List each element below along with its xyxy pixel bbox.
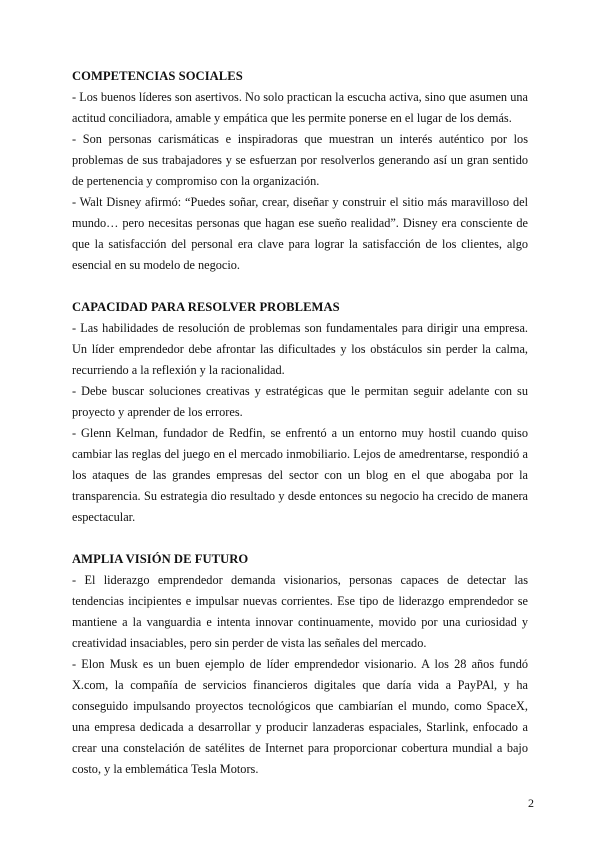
section-heading: AMPLIA VISIÓN DE FUTURO: [72, 552, 249, 566]
paragraph: - Glenn Kelman, fundador de Redfin, se enfrentó a un entorno muy hostil cuando quiso cambiar las reglas del juego en el mercado inmobiliario. Lejos de amedrentarse, respondió a los ataques de las grandes empresas del sector con un blog en el que abogaba por la transparencia. Su estrategia dio resultado y desde entonces su negocio ha crecido de manera espectacular.: [72, 426, 528, 524]
section-heading: CAPACIDAD PARA RESOLVER PROBLEMAS: [72, 300, 340, 314]
section-competencias-sociales: [72, 66, 528, 276]
paragraph: - Son personas carismáticas e inspiradoras que muestran un interés auténtico por los problemas de sus trabajadores y se esfuerzan por resolverlos generando así un gran sentido de pertenencia y compromiso con la organización.: [72, 132, 528, 188]
section-heading: COMPETENCIAS SOCIALES: [72, 69, 243, 83]
paragraph: - Debe buscar soluciones creativas y estratégicas que le permitan seguir adelante con su proyecto y aprender de los errores.: [72, 384, 528, 419]
paragraph: - El liderazgo emprendedor demanda visionarios, personas capaces de detectar las tendencias incipientes e impulsar nuevas corrientes. Ese tipo de liderazgo emprendedor se mantiene a la vanguardia e intenta innovar continuamente, movido por una curiosidad y creatividad insaciables, pero sin perder de vista las señales del mercado.: [72, 573, 528, 650]
page-number: 2: [528, 796, 534, 810]
paragraph: - Elon Musk es un buen ejemplo de líder emprendedor visionario. A los 28 años fundó X.com, la compañía de servicios financieros digitales que daría vida a PayPAl, y ha conseguido impulsando proyectos tecnológicos que cambiarían el mundo, como SpaceX, una empresa dedicada a desarrollar y producir lanzaderas espaciales, Starlink, enfocado a crear una constelación de satélites de Internet para proporcionar cobertura mundial a bajo costo, y la emblemática Tesla Motors.: [72, 657, 528, 776]
paragraph: - Los buenos líderes son asertivos. No solo practican la escucha activa, sino que asumen una actitud conciliadora, amable y empática que les permite ponerse en el lugar de los demás.: [72, 90, 528, 125]
paragraph: - Walt Disney afirmó: “Puedes soñar, crear, diseñar y construir el sitio más maravilloso del mundo… pero necesitas personas que hagan ese sueño realidad”. Disney era consciente de que la satisfacción del personal era clave para lograr la satisfacción de los clientes, algo esencial en su modelo de negocio.: [72, 195, 528, 272]
section-resolver-problemas: [72, 297, 528, 528]
paragraph: - Las habilidades de resolución de problemas son fundamentales para dirigir una empresa. Un líder emprendedor debe afrontar las dificultades y los obstáculos sin perder la calma, recurriendo a la reflexión y la racionalidad.: [72, 321, 528, 377]
document-page: [72, 66, 528, 801]
section-vision-futuro: [72, 549, 528, 780]
